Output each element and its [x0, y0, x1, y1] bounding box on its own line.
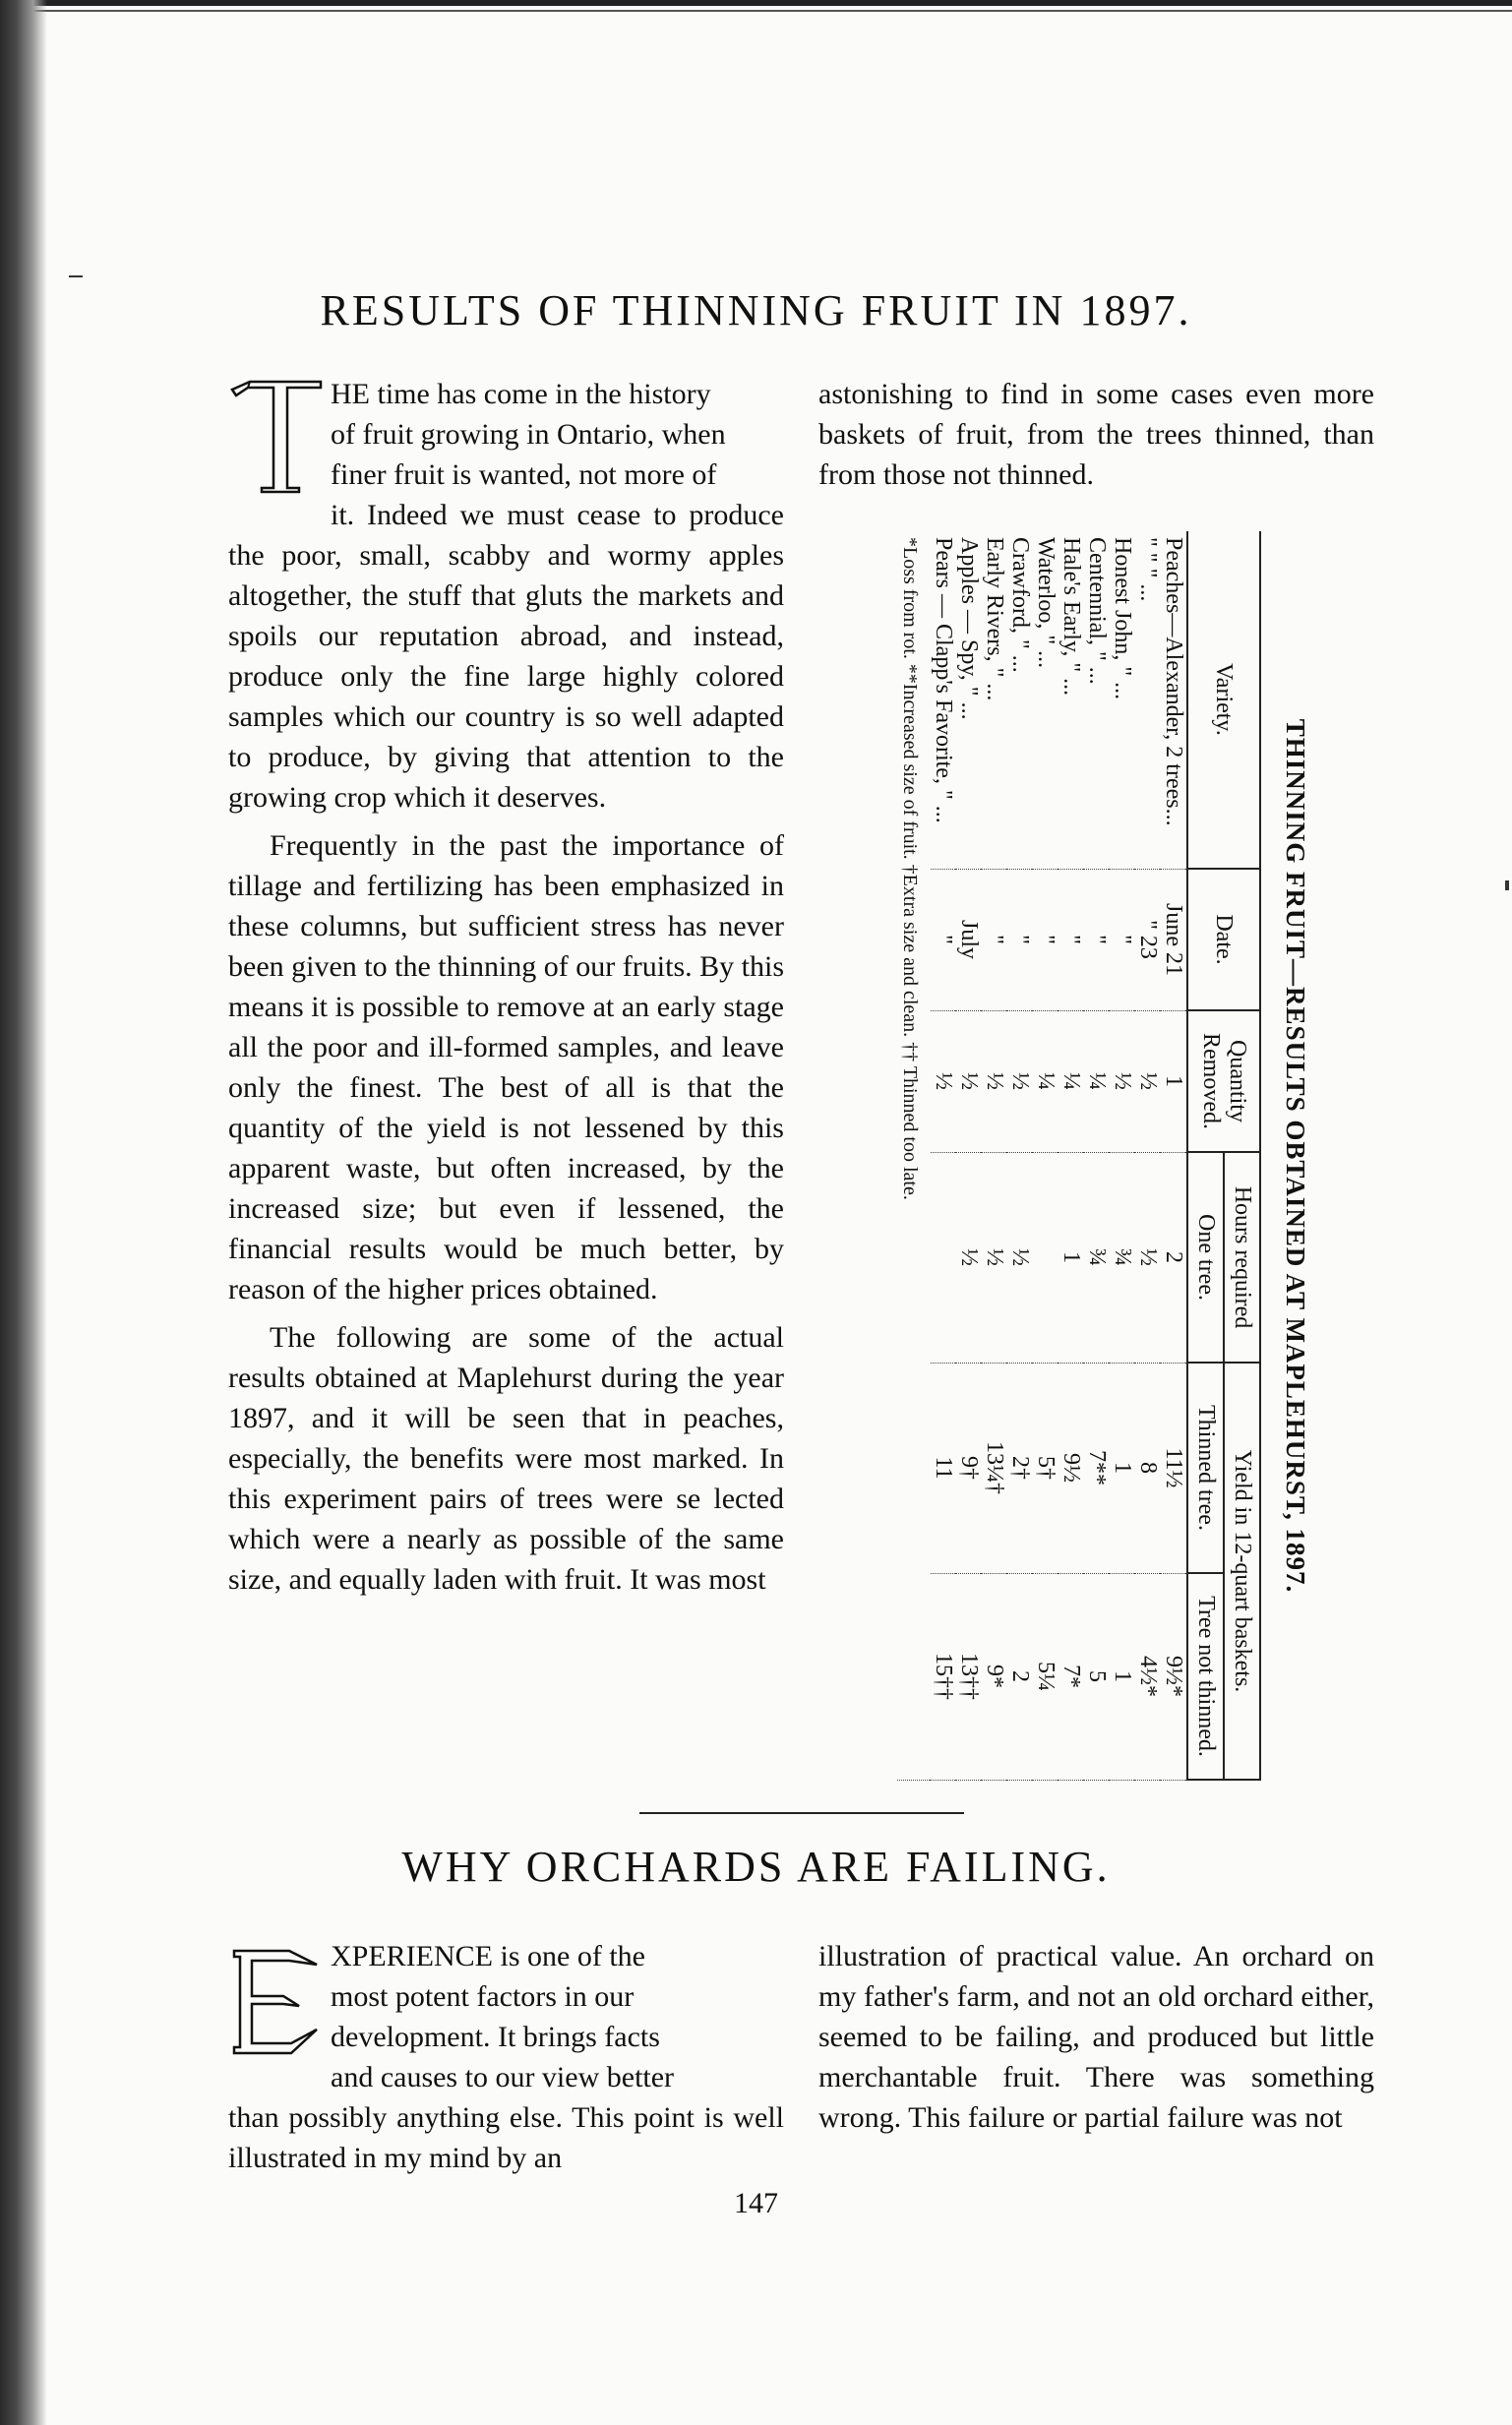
cell-thinned: 1 — [1110, 1363, 1135, 1573]
paragraph: Frequently in the past the importance of tillage and fertilizing has been emphasized in these columns, but sufficient stress has never been given to the thinning of our fruits. By this means it is possible to remove at an early stage all the poor and ill-formed samples, and leave only the finest. The best of all is that the quantity of the yield is not lessened by this apparent waste, but often increased, by the increased size; but even if lessened, the financial results would be much better, by reason of the higher prices obtained. — [228, 829, 784, 1305]
dropcap-t-icon — [228, 378, 325, 494]
cell-quantity: ¼ — [1033, 1010, 1058, 1152]
cell-variety: " " " ... — [1135, 531, 1161, 869]
paragraph: illustration of practical value. An orchard on my father's farm, and not an old orchard either, seemed to be failing, and produced but little merchantable fruit. There was something wrong. This failure or partial failure was not — [818, 1940, 1374, 2134]
cell-date: " — [1084, 869, 1110, 1010]
article1-left-column — [228, 374, 784, 1607]
cell-hours: 1 — [1058, 1152, 1084, 1363]
text-line: development. It brings facts — [331, 2021, 660, 2053]
cell-thinned: 8 — [1135, 1363, 1161, 1573]
col-header-one-tree: One tree. — [1187, 1152, 1224, 1363]
text-line: finer fruit is wanted, not more of — [331, 458, 717, 491]
cell-variety: Honest John, " ... — [1110, 531, 1135, 869]
cell-quantity: ½ — [1110, 1010, 1135, 1152]
article2-first-paragraph — [228, 1936, 784, 2178]
paragraph: The following are some of the actual results obtained at Maplehurst during the year 1897, and it will be seen that in peaches, especially, the benefits were most marked. In this experiment pairs of trees were se lected which were a nearly as possible of the same size, and equally laden with fruit. It was most — [228, 1321, 784, 1596]
paragraph: astonishing to find in some cases even more baskets of fruit, from the trees thinned, than from those not thinned. — [818, 378, 1374, 491]
cell-variety: Waterloo, " ... — [1033, 531, 1058, 869]
col-header-date: Date. — [1187, 869, 1259, 1010]
article1-right-column — [818, 374, 1374, 503]
cell-quantity: ¼ — [1058, 1010, 1084, 1152]
article-title-thinning: RESULTS OF THINNING FRUIT IN 1897. — [320, 286, 1192, 334]
col-header-quantity: Quantity Removed. — [1187, 1010, 1259, 1152]
cell-not-thinned: 15†† — [931, 1573, 956, 1780]
text-line: XPERIENCE is one of the — [331, 1940, 645, 1972]
cell-variety: Centennial, " ... — [1084, 531, 1110, 869]
cell-thinned: 9† — [956, 1363, 982, 1573]
cell-quantity: ½ — [931, 1010, 956, 1152]
cell-not-thinned: 2 — [1007, 1573, 1033, 1780]
cell-date: " — [1058, 869, 1084, 1010]
paragraph: it. Indeed we must cease to produce the poor, small, scabby and wormy apples altogether, the stuff that gluts the markets and spoils our reputation abroad, and instead, produce only the fine large highly colored samples which our country is so well adapted to produce, by giving that attention to the growing crop which it deserves. — [228, 499, 784, 814]
results-table — [897, 531, 1259, 1781]
table-footnote-row — [897, 531, 931, 1780]
cell-date: " — [931, 869, 956, 1010]
cell-hours: 2 — [1161, 1152, 1187, 1363]
section-divider — [639, 1812, 964, 1814]
table-title: THINNING FRUIT—RESULTS OBTAINED AT MAPLEHURST, 1897. — [1259, 531, 1330, 1781]
cell-variety: Peaches—Alexander, 2 trees... — [1161, 531, 1187, 869]
cell-hours — [931, 1152, 956, 1363]
rotated-table — [818, 531, 1330, 1781]
text-line: and causes to our view better — [331, 2061, 675, 2093]
cell-not-thinned: 5 — [1084, 1573, 1110, 1780]
article2-right-column — [818, 1936, 1374, 2146]
cell-hours: ½ — [1007, 1152, 1033, 1363]
cell-hours: ½ — [1135, 1152, 1161, 1363]
table-row — [1110, 531, 1135, 1780]
cell-quantity: ½ — [1135, 1010, 1161, 1152]
cell-not-thinned: 9* — [982, 1573, 1007, 1780]
cell-not-thinned: 1 — [1110, 1573, 1135, 1780]
article1-first-paragraph — [228, 374, 784, 818]
cell-not-thinned: 9½* — [1161, 1573, 1187, 1780]
margin-mark — [69, 275, 83, 277]
cell-not-thinned: 4½* — [1135, 1573, 1161, 1780]
cell-hours: ½ — [982, 1152, 1007, 1363]
cell-not-thinned: 7* — [1058, 1573, 1084, 1780]
table-row — [1058, 531, 1084, 1780]
cell-date: " — [1033, 869, 1058, 1010]
cell-quantity: ½ — [982, 1010, 1007, 1152]
col-header-thinned: Thinned tree. — [1187, 1363, 1224, 1573]
table-row — [1033, 531, 1058, 1780]
cell-thinned: 2† — [1007, 1363, 1033, 1573]
cell-quantity: ½ — [956, 1010, 982, 1152]
cell-thinned: 7** — [1084, 1363, 1110, 1573]
cell-quantity: 1 — [1161, 1010, 1187, 1152]
cell-not-thinned: 5¼ — [1033, 1573, 1058, 1780]
cell-date: " — [982, 869, 1007, 1010]
table-footnotes: *Loss from rot. **Increased size of fruit. †Extra size and clean. †† Thinned too late. — [897, 531, 931, 1780]
table-row — [1007, 531, 1033, 1780]
cell-variety: Crawford, " ... — [1007, 531, 1033, 869]
cell-quantity: ½ — [1007, 1010, 1033, 1152]
article-title-orchards: WHY ORCHARDS ARE FAILING. — [401, 1843, 1111, 1891]
margin-mark — [1505, 880, 1509, 890]
table-row — [1161, 531, 1187, 1780]
cell-hours: ¾ — [1110, 1152, 1135, 1363]
cell-hours: ¾ — [1084, 1152, 1110, 1363]
cell-date: June 21 — [1161, 869, 1187, 1010]
text-line: of fruit growing in Ontario, when — [331, 418, 726, 451]
page-binding-shadow — [0, 0, 47, 2425]
col-header-variety: Variety. — [1187, 531, 1259, 869]
table-row — [931, 531, 956, 1780]
cell-date: " 23 — [1135, 869, 1161, 1010]
table-row — [956, 531, 982, 1780]
article2-left-column — [228, 1936, 784, 2186]
table-row — [1135, 531, 1161, 1780]
cell-variety: Apples — Spy, " ... — [956, 531, 982, 869]
cell-thinned: 11½ — [1161, 1363, 1187, 1573]
col-header-not-thinned: Tree not thinned. — [1187, 1573, 1224, 1780]
cell-quantity: ¼ — [1084, 1010, 1110, 1152]
cell-date: " — [1007, 869, 1033, 1010]
cell-hours: ½ — [956, 1152, 982, 1363]
cell-thinned: 9½ — [1058, 1363, 1084, 1573]
cell-variety: Pears — Clapp's Favorite, " ... — [931, 531, 956, 869]
table-row — [982, 531, 1007, 1780]
cell-thinned: 13¼† — [982, 1363, 1007, 1573]
col-header-hours: Hours required — [1224, 1152, 1259, 1363]
page-number: 147 — [734, 2187, 778, 2219]
col-header-yield: Yield in 12-quart baskets. — [1224, 1363, 1259, 1780]
text-line: HE time has come in the history — [331, 378, 711, 410]
thinning-results-table-region — [818, 531, 1330, 1781]
cell-not-thinned: 13†† — [956, 1573, 982, 1780]
dropcap-e-icon — [228, 1940, 325, 2066]
cell-variety: Early Rivers, " ... — [982, 531, 1007, 869]
cell-thinned: 5† — [1033, 1363, 1058, 1573]
top-border — [0, 0, 1512, 6]
cell-variety: Hale's Early, " ... — [1058, 531, 1084, 869]
paragraph: than possibly anything else. This point is well illustrated in my mind by an — [228, 2101, 784, 2174]
text-line: most potent factors in our — [331, 1980, 635, 2013]
cell-date: July — [956, 869, 982, 1010]
top-border-thin — [0, 10, 1512, 12]
cell-date: " — [1110, 869, 1135, 1010]
cell-hours — [1033, 1152, 1058, 1363]
table-row — [1084, 531, 1110, 1780]
cell-thinned: 11 — [931, 1363, 956, 1573]
